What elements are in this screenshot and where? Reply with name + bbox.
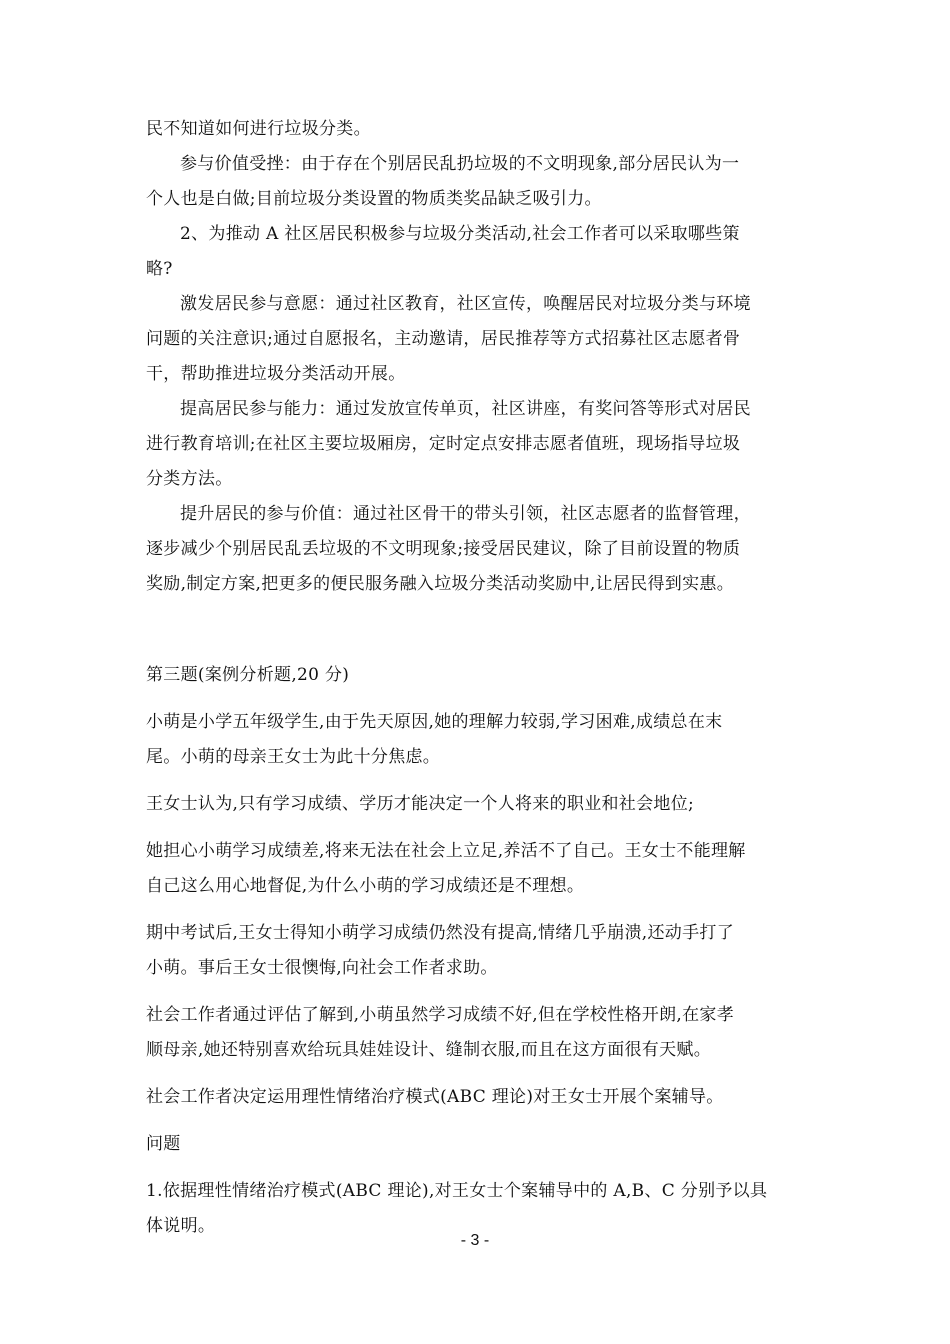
question-line: 略?: [146, 259, 173, 279]
paragraph: [146, 998, 814, 1068]
questions-heading: 问题: [146, 1134, 181, 1154]
section-top: [146, 112, 814, 602]
paragraph: [146, 1080, 814, 1115]
question-line: 2、为推动 A 社区居民积极参与垃圾分类活动,社会工作者可以采取哪些策: [180, 224, 740, 244]
section-heading: 第三题(案例分析题,20 分): [146, 665, 350, 685]
section-case: [146, 658, 814, 1244]
text-line: 奖励,制定方案,把更多的便民服务融入垃圾分类活动奖励中,让居民得到实惠。: [146, 574, 735, 594]
text-line: 期中考试后,王女士得知小萌学习成绩仍然没有提高,情绪几乎崩溃,还动手打了: [146, 923, 735, 943]
text-line: 小萌是小学五年级学生,由于先天原因,她的理解力较弱,学习困难,成绩总在末: [146, 712, 723, 732]
text-line: 分类方法。: [146, 469, 233, 489]
text-line: 社会工作者通过评估了解到,小萌虽然学习成绩不好,但在学校性格开朗,在家孝: [146, 1005, 735, 1025]
text-line: 干，帮助推进垃圾分类活动开展。: [146, 364, 406, 384]
paragraph: [146, 834, 814, 904]
paragraph: [146, 1127, 814, 1162]
text-line: 王女士认为,只有学习成绩、学历才能决定一个人将来的职业和社会地位;: [146, 794, 695, 814]
text-line: 自己这么用心地督促,为什么小萌的学习成绩还是不理想。: [146, 876, 585, 896]
text-line: 提升居民的参与价值：通过社区骨干的带头引领，社区志愿者的监督管理，: [180, 504, 751, 524]
text-line: 她担心小萌学习成绩差,将来无法在社会上立足,养活不了自己。王女士不能理解: [146, 841, 746, 861]
text-line: 民不知道如何进行垃圾分类。: [146, 119, 371, 139]
text-line: 参与价值受挫：由于存在个别居民乱扔垃圾的不文明现象,部分居民认为一: [180, 154, 740, 174]
text-line: 提高居民参与能力：通过发放宣传单页，社区讲座，有奖问答等形式对居民: [180, 399, 751, 419]
text-line: 个人也是白做;目前垃圾分类设置的物质类奖品缺乏吸引力。: [146, 189, 602, 209]
text-line: 逐步减少个别居民乱丢垃圾的不文明现象;接受居民建议，除了目前设置的物质: [146, 539, 741, 559]
paragraph: [146, 916, 814, 986]
question-line: 1.依据理性情绪治疗模式(ABC 理论),对王女士个案辅导中的 A,B、C 分别予以具: [146, 1181, 768, 1201]
text-line: 进行教育培训;在社区主要垃圾厢房，定时定点安排志愿者值班，现场指导垃圾: [146, 434, 741, 454]
paragraph: [146, 705, 814, 775]
text-line: 尾。小萌的母亲王女士为此十分焦虑。: [146, 747, 441, 767]
text-line: 激发居民参与意愿：通过社区教育，社区宣传，唤醒居民对垃圾分类与环境: [180, 294, 751, 314]
text-line: 顺母亲,她还特别喜欢给玩具娃娃设计、缝制衣服,而且在这方面很有天赋。: [146, 1040, 712, 1060]
text-line: 小萌。事后王女士很懊悔,向社会工作者求助。: [146, 958, 498, 978]
question-line: 体说明。: [146, 1216, 216, 1236]
document-body: [146, 112, 814, 1244]
text-line: 社会工作者决定运用理性情绪治疗模式(ABC 理论)对王女士开展个案辅导。: [146, 1087, 724, 1107]
paragraph: [146, 787, 814, 822]
page-number: - 3 -: [460, 1232, 490, 1249]
text-line: 问题的关注意识;通过自愿报名，主动邀请，居民推荐等方式招募社区志愿者骨: [146, 329, 741, 349]
